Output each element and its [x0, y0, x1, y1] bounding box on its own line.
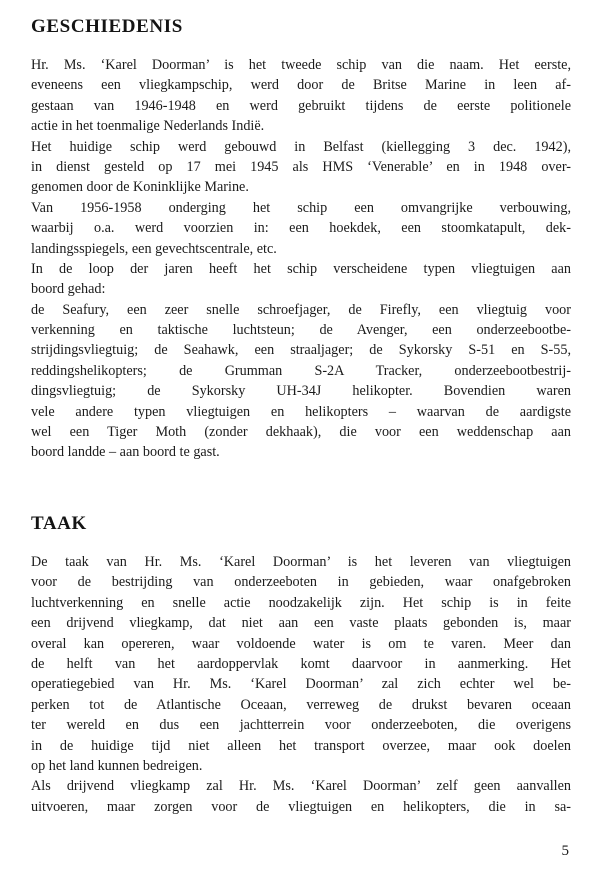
text-line: de Seafury, een zeer snelle schroefjager, de Firefly, een vliegtuig voor [31, 301, 571, 318]
text-line: boord gehad: [31, 281, 106, 298]
text-line: verkenning en taktische luchtsteun; de Avenger, een onderzeebootbe- [31, 322, 571, 339]
text-line: de helft van het aardoppervlak komt daarvoor in aanmerking. Het [31, 655, 571, 672]
section-body-taak [31, 552, 571, 817]
text-line: Hr. Ms. ‘Karel Doorman’ is het tweede schip van die naam. Het eerste, [31, 57, 571, 73]
text-line: actie in het toenmalige Nederlands Indië. [31, 118, 265, 135]
text-line: waarbij o.a. werd voorzien in: een hoekdek, een stoomkatapult, dek- [31, 220, 571, 237]
text-line: Van 1956-1958 onderging het schip een omvangrijke verbouwing, [31, 199, 571, 216]
text-line: luchtverkenning en snelle actie noodzakelijk zijn. Het schip is in feite [31, 594, 571, 611]
text-line: reddingshelikopters; de Grumman S-2A Tracker, onderzeebootbestrij- [31, 362, 571, 379]
text-line: Het huidige schip werd gebouwd in Belfast (kiellegging 3 dec. 1942), [31, 138, 571, 155]
section-body-geschiedenis [31, 55, 571, 463]
page-number: 5 [561, 843, 569, 859]
text-line: eveneens een vliegkampschip, werd door de Britse Marine in leen af- [31, 77, 571, 94]
text-line: vele andere typen vliegtuigen en helikopters – waarvan de aardigste [31, 403, 571, 420]
text-line: strijdingsvliegtuig; de Seahawk, een straaljager; de Sykorsky S-51 en S-55, [31, 342, 571, 359]
section-heading-taak: TAAK [31, 513, 87, 534]
text-line: in dienst gesteld op 17 mei 1945 als HMS ‘Venerable’ en in 1948 over- [31, 158, 571, 175]
text-line: voor de bestrijding van onderzeeboten in gebieden, waar onafgebroken [31, 574, 571, 591]
text-line: een drijvend vliegkamp, dat niet aan een vaste plaats gebonden is, maar [31, 615, 571, 632]
text-line: ter wereld en dus een jachtterrein voor onderzeeboten, die overigens [31, 717, 571, 734]
text-line: overal kan opereren, waar voldoende water is om te varen. Meer dan [31, 635, 571, 652]
text-line: uitvoeren, maar zorgen voor de vliegtuigen en helikopters, die in sa- [31, 798, 571, 815]
text-line: dingsvliegtuig; de Sykorsky UH-34J helikopter. Bovendien waren [31, 383, 571, 400]
text-line: operatiegebied van Hr. Ms. ‘Karel Doorman’ zal zich echter wel be- [31, 676, 571, 693]
text-line: landingsspiegels, een gevechtscentrale, etc. [31, 240, 277, 257]
text-line: De taak van Hr. Ms. ‘Karel Doorman’ is het leveren van vliegtuigen [31, 554, 571, 570]
text-line: gestaan van 1946-1948 en werd gebruikt tijdens de eerste politionele [31, 97, 571, 114]
text-line: op het land kunnen bedreigen. [31, 757, 203, 774]
text-line: wel een Tiger Moth (zonder dekhaak), die voor een weddenschap aan [31, 424, 571, 441]
text-line: boord landde – aan boord te gast. [31, 444, 220, 461]
text-line: In de loop der jaren heeft het schip verscheidene typen vliegtuigen aan [31, 260, 571, 277]
text-line: genomen door de Koninklijke Marine. [31, 179, 249, 196]
text-line: perken tot de Atlantische Oceaan, verreweg de drukst bevaren oceaan [31, 696, 571, 713]
text-line: Als drijvend vliegkamp zal Hr. Ms. ‘Karel Doorman’ zelf geen aanvallen [31, 778, 571, 795]
section-heading-geschiedenis: GESCHIEDENIS [31, 16, 183, 37]
text-line: in de huidige tijd niet alleen het transport overzee, maar ook doelen [31, 737, 571, 754]
